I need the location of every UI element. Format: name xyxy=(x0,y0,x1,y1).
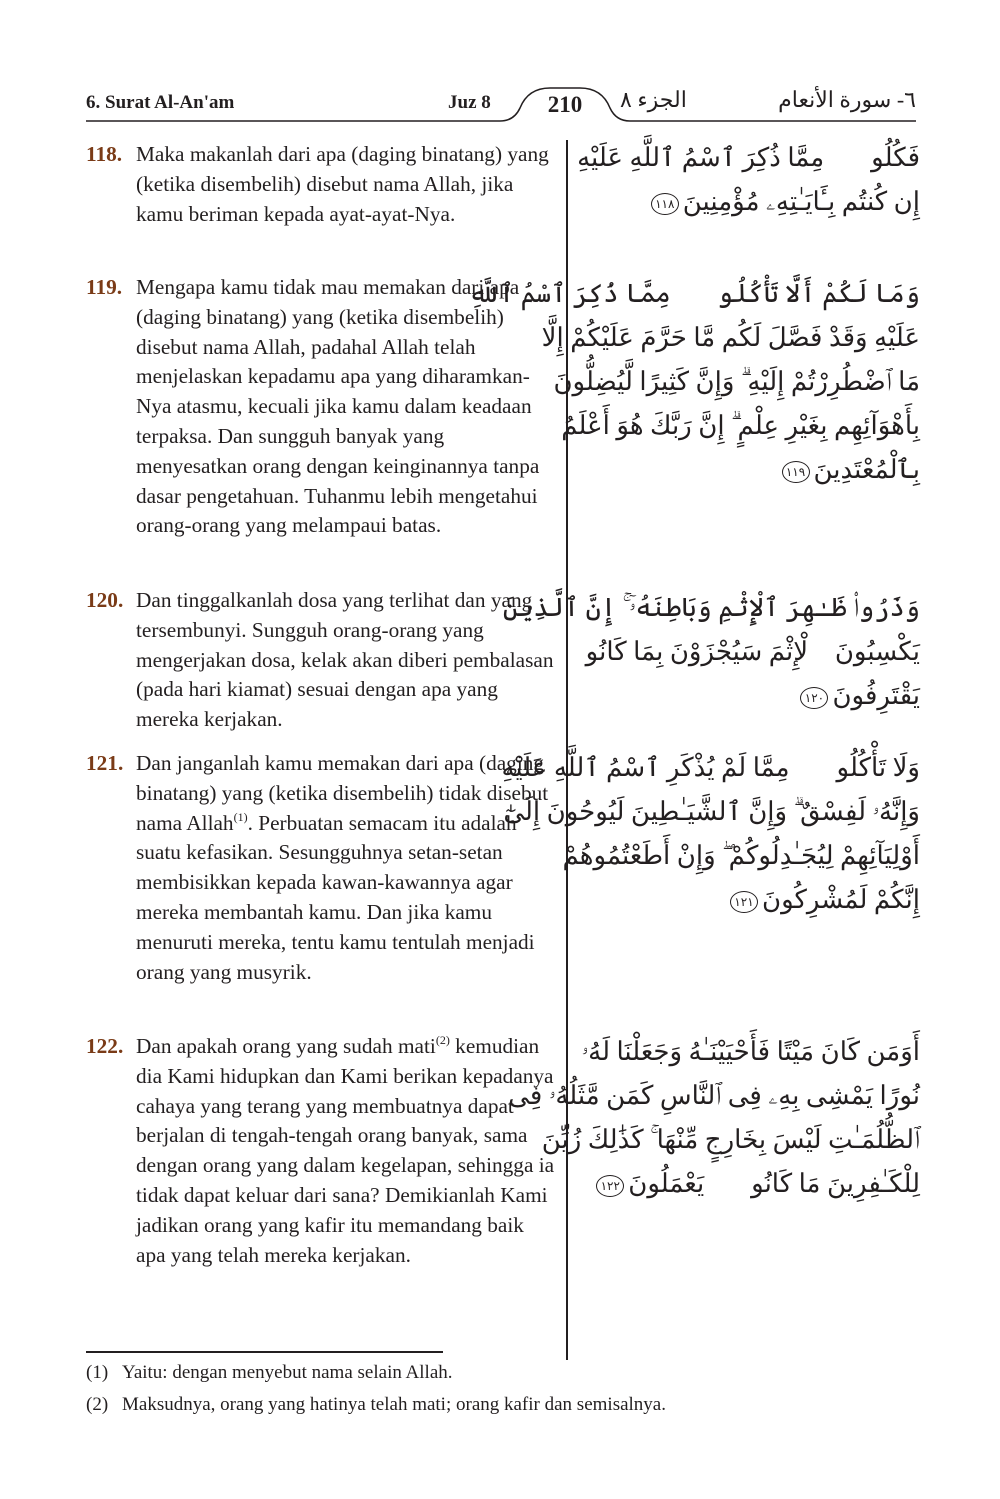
arabic-line: مَا ٱضْطُرِرْتُمْ إِلَيْهِ ۗ وَإِنَّ كَثِيرًا لَّيُضِلُّونَ xyxy=(553,367,920,396)
verse-118-translation xyxy=(86,140,556,229)
page-number: 210 xyxy=(547,92,583,117)
header-surah-latin: 6. Surat Al-An'am xyxy=(86,92,235,113)
arabic-line: بِٱلْمُعْتَدِينَ١١٩ xyxy=(590,448,920,492)
arabic-line: لِلْكَـٰفِرِينَ مَا كَانُوا۟ يَعْمَلُونَ١٢٢ xyxy=(590,1162,920,1206)
header-juz-arabic: الجزء ٨ xyxy=(620,87,687,112)
footnote-number: (2) xyxy=(86,1394,109,1415)
arabic-line: عَلَيْهِ وَقَدْ فَصَّلَ لَكُم مَّا حَرَّمَ عَلَيْكُمْ إِلَّا xyxy=(541,323,920,352)
footnote-text: Yaitu: dengan menyebut nama selain Allah. xyxy=(122,1362,453,1383)
verse-122-arabic xyxy=(508,1030,920,1206)
header-surah-arabic: ٦- سورة الأنعام xyxy=(778,87,916,112)
verse-text: Dan janganlah kamu memakan dari apa (daging binatang) yang (ketika disembelih) tidak disebut nama Allah$^{(1)}$. Perbuatan semacam itu adalah suatu kefasikan. Sesungguhnya setan-setan membisikkan kepada kawan-kawannya agar mereka membantah kamu. Dan jika kamu menuruti mereka, tentu kamu tentulah menjadi orang yang musyrik. xyxy=(136,751,549,984)
arabic-line: نُورًا يَمْشِى بِهِۦ فِى ٱلنَّاسِ كَمَن مَّثَلُهُۥ فِى xyxy=(508,1081,920,1110)
arabic-line: وَذَرُوا۟ ظَـٰهِرَ ٱلْإِثْمِ وَبَاطِنَهُۥٓ ۚ إِنَّ ٱلَّذِينَ xyxy=(502,593,920,622)
footnote-text: Maksudnya, orang yang hatinya telah mati; orang kafir dan semisalnya. xyxy=(122,1394,666,1415)
footnote-2 xyxy=(86,1394,666,1416)
verse-number: 121. xyxy=(86,751,124,775)
verse-number: 119. xyxy=(86,275,123,299)
footnote-ref: (1) xyxy=(233,809,248,824)
ayah-end-mark: ١٢٠ xyxy=(800,687,828,709)
verse-121-translation xyxy=(86,749,556,987)
verse-120-translation xyxy=(86,586,556,735)
footnote-number: (1) xyxy=(86,1362,109,1383)
verse-text: Mengapa kamu tidak mau memakan dari apa (daging binatang) yang (ketika disembelih) disebut nama Allah, padahal Allah telah menjelaskan kepadamu apa yang diharamkan-Nya atasmu, kecuali jika kamu dalam keadaan terpaksa. Dan sungguh banyak yang menyesatkan orang dengan keinginannya tanpa dasar pengetahuan. Tuhanmu lebih mengetahui orang-orang yang melampaui batas. xyxy=(136,275,540,538)
arabic-line: يَكْسِبُونَ ٱلْإِثْمَ سَيُجْزَوْنَ بِمَا كَانُوا۟ xyxy=(545,637,920,666)
footnote-rule xyxy=(86,1351,443,1353)
arabic-line: بِأَهْوَآئِهِم بِغَيْرِ عِلْمٍ ۗ إِنَّ رَبَّكَ هُوَ أَعْلَمُ xyxy=(561,411,920,440)
footnote-1 xyxy=(86,1362,453,1384)
arabic-line: وَإِنَّهُۥ لَفِسْقٌ ۗ وَإِنَّ ٱلشَّيَـٰطِينَ لَيُوحُونَ إِلَىٰٓ xyxy=(503,797,920,826)
ayah-end-mark: ١١٩ xyxy=(782,461,810,483)
verse-text: Dan apakah orang yang sudah mati$^{(2)}$ kemudian dia Kami hidupkan dan Kami berikan kepadanya cahaya yang terang yang membuatnya dapat berjalan di tengah-tengah orang banyak, sama dengan orang yang dalam kegelapan, sehingga ia tidak dapat keluar dari sana? Demikianlah Kami jadikan orang yang kafir itu memandang baik apa yang telah mereka kerjakan. xyxy=(136,1033,555,1267)
verse-118-arabic xyxy=(577,136,920,224)
header-rule xyxy=(0,0,1000,140)
arabic-line: أَوْلِيَآئِهِمْ لِيُجَـٰدِلُوكُمْ ۖ وَإِنْ أَطَعْتُمُوهُمْ xyxy=(562,841,920,870)
arabic-line: وَلَا تَأْكُلُوا۟ مِمَّا لَمْ يُذْكَرِ ٱسْمُ ٱللَّهِ عَلَيْهِ xyxy=(501,753,920,782)
arabic-line: أَوَمَن كَانَ مَيْتًا فَأَحْيَيْنَـٰهُ وَجَعَلْنَا لَهُۥ xyxy=(581,1037,920,1066)
arabic-line: إِنَّكُمْ لَمُشْرِكُونَ١٢١ xyxy=(590,878,920,922)
arabic-line: ٱلظُّلُمَـٰتِ لَيْسَ بِخَارِجٍ مِّنْهَا ۚ كَذَٰلِكَ زُيِّنَ xyxy=(541,1125,920,1154)
footnote-ref: (2) xyxy=(435,1033,450,1047)
arabic-line: فَكُلُوا۟ مِمَّا ذُكِرَ ٱسْمُ ٱللَّهِ عَلَيْهِ xyxy=(577,143,920,172)
verse-text: Maka makanlah dari apa (daging binatang) yang (ketika disembelih) disebut nama Allah, jika kamu beriman kepada ayat-ayat-Nya. xyxy=(136,142,549,226)
ayah-end-mark: ١٢١ xyxy=(730,891,758,913)
verse-119-arabic xyxy=(468,272,920,492)
ayah-end-mark: ١١٨ xyxy=(651,193,679,215)
verse-number: 118. xyxy=(86,142,123,166)
verse-text: Dan tinggalkanlah dosa yang terlihat dan yang tersembunyi. Sungguh orang-orang yang mengerjakan dosa, kelak akan diberi pembalasan (pada hari kiamat) sesuai dengan apa yang mereka kerjakan. xyxy=(136,588,554,732)
ayah-end-mark: ١٢٢ xyxy=(596,1175,624,1197)
arabic-line: يَقْتَرِفُونَ١٢٠ xyxy=(590,674,920,718)
verse-number: 122. xyxy=(86,1034,124,1058)
arabic-line: وَمَا لَكُمْ أَلَّا تَأْكُلُوا۟ مِمَّا ذُكِرَ ٱسْمُ ٱللَّهِ xyxy=(468,279,920,308)
header-juz-latin: Juz 8 xyxy=(448,92,491,113)
verse-120-arabic xyxy=(502,586,920,718)
verse-number: 120. xyxy=(86,588,124,612)
arabic-line: إِن كُنتُم بِـَٔايَـٰتِهِۦ مُؤْمِنِينَ١١٨ xyxy=(590,180,920,224)
verse-121-arabic xyxy=(501,746,920,922)
verse-122-translation xyxy=(86,1032,556,1270)
